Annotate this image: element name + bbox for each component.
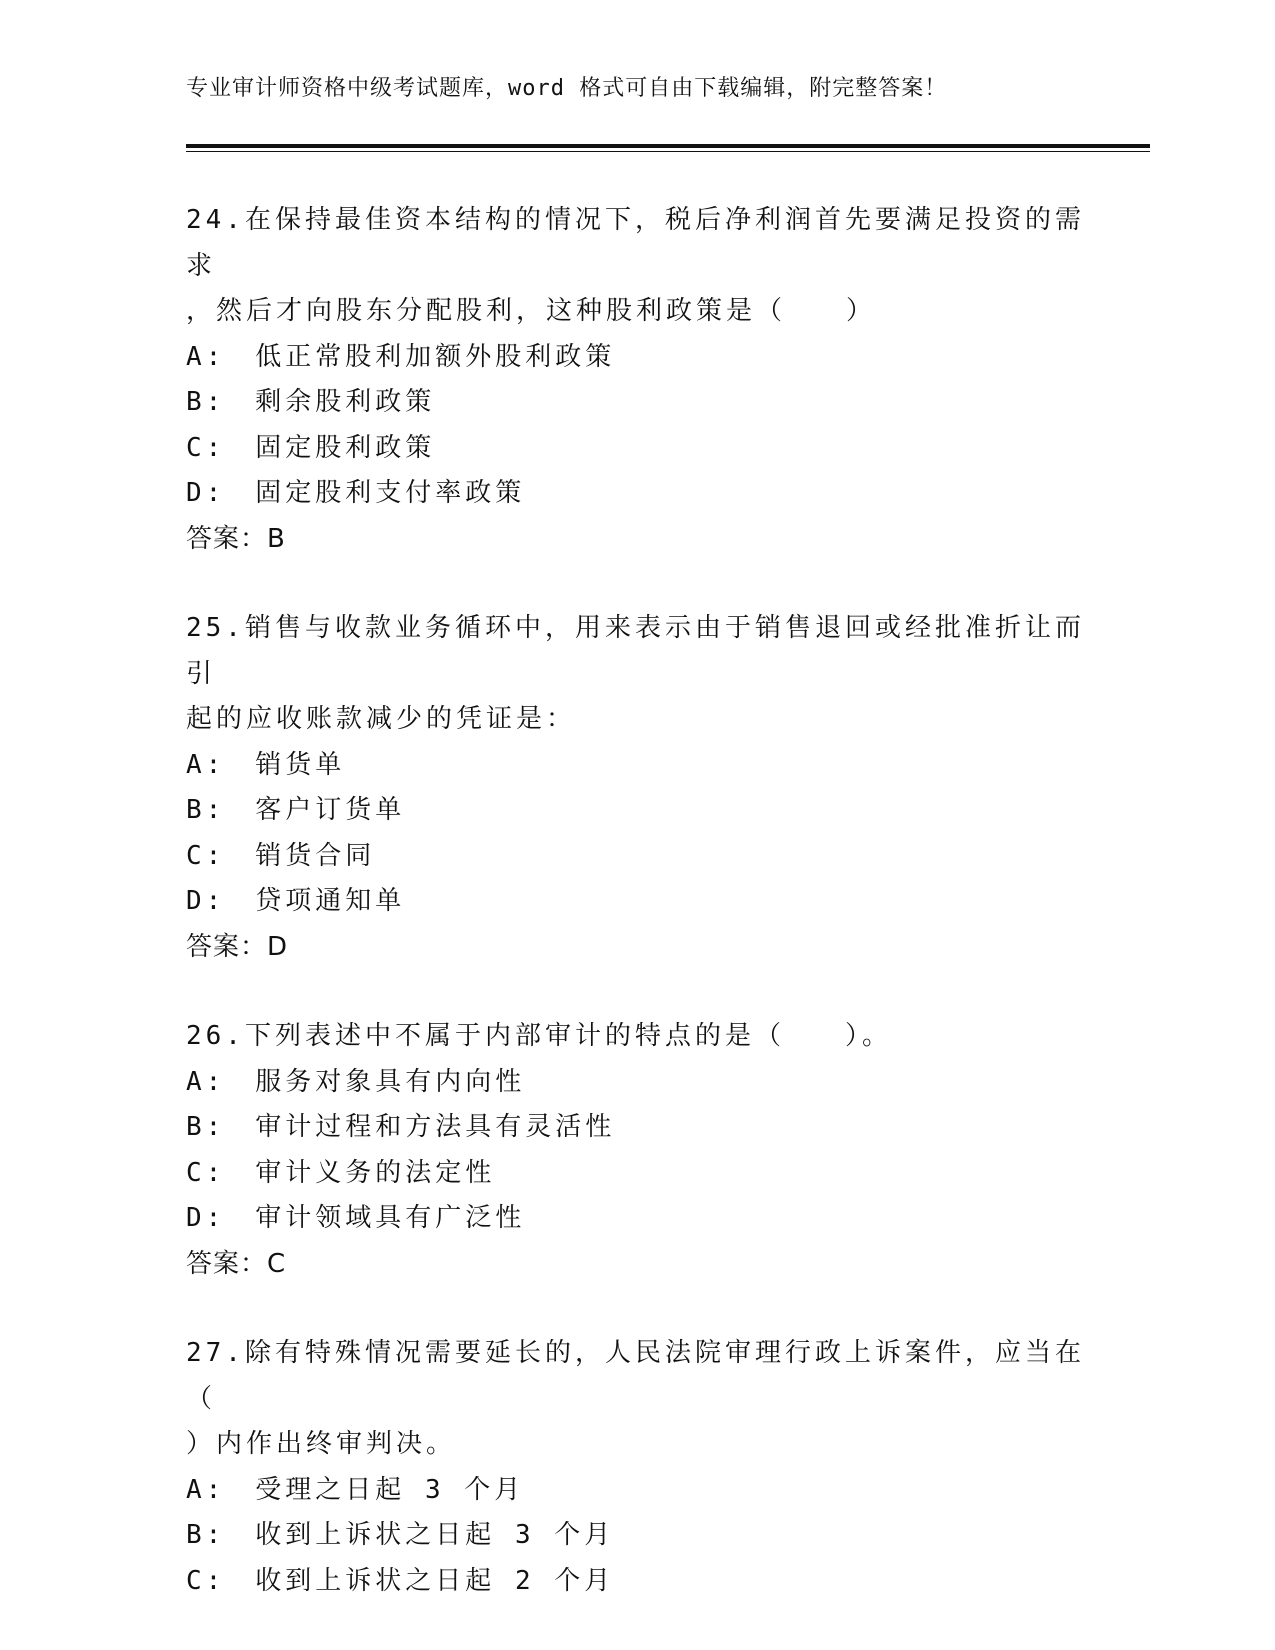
question-stem-line: 起的应收账款减少的凭证是： [186,704,577,734]
option-d: D: 审计领域具有广泛性 [186,1203,526,1233]
question-stem-line: ）内作出终审判决。 [186,1429,457,1459]
question-stem-line: 24.在保持最佳资本结构的情况下，税后净利润首先要满足投资的需求 [186,205,1085,281]
question-24 [186,198,1086,562]
option-b: B: 剩余股利政策 [186,387,436,417]
option-b: B: 客户订货单 [186,795,406,825]
header-divider-thick [186,144,1150,148]
question-list [186,198,1086,1648]
option-c: C: 审计义务的法定性 [186,1157,496,1188]
answer: 答案：B [186,523,286,554]
question-stem-line: 27.除有特殊情况需要延长的，人民法院审理行政上诉案件，应当在（ [186,1338,1085,1414]
question-27 [186,1331,1086,1604]
option-c: C: 收到上诉状之日起 2 个月 [186,1565,615,1596]
answer: 答案：D [186,931,289,962]
question-stem-line: ，然后才向股东分配股利，这种股利政策是（ ） [186,296,877,326]
option-c: C: 固定股利政策 [186,432,436,463]
option-d: D: 贷项通知单 [186,886,406,916]
header-divider-thin [186,151,1150,152]
answer: 答案：C [186,1248,287,1279]
option-a: A: 服务对象具有内向性 [186,1066,526,1097]
question-25 [186,606,1086,970]
option-a: A: 低正常股利加额外股利政策 [186,341,616,372]
page-header: 专业审计师资格中级考试题库，word 格式可自由下载编辑，附完整答案！ [186,76,948,101]
question-stem-line: 25.销售与收款业务循环中，用来表示由于销售退回或经批准折让而引 [186,613,1085,689]
option-b: B: 收到上诉状之日起 3 个月 [186,1520,615,1550]
option-d: D: 固定股利支付率政策 [186,478,526,508]
option-a: A: 销货单 [186,749,346,780]
option-c: C: 销货合同 [186,840,376,871]
question-stem-line: 26.下列表述中不属于内部审计的特点的是（ ）。 [186,1021,892,1051]
question-26 [186,1014,1086,1287]
option-a: A: 受理之日起 3 个月 [186,1474,525,1505]
option-b: B: 审计过程和方法具有灵活性 [186,1112,616,1142]
